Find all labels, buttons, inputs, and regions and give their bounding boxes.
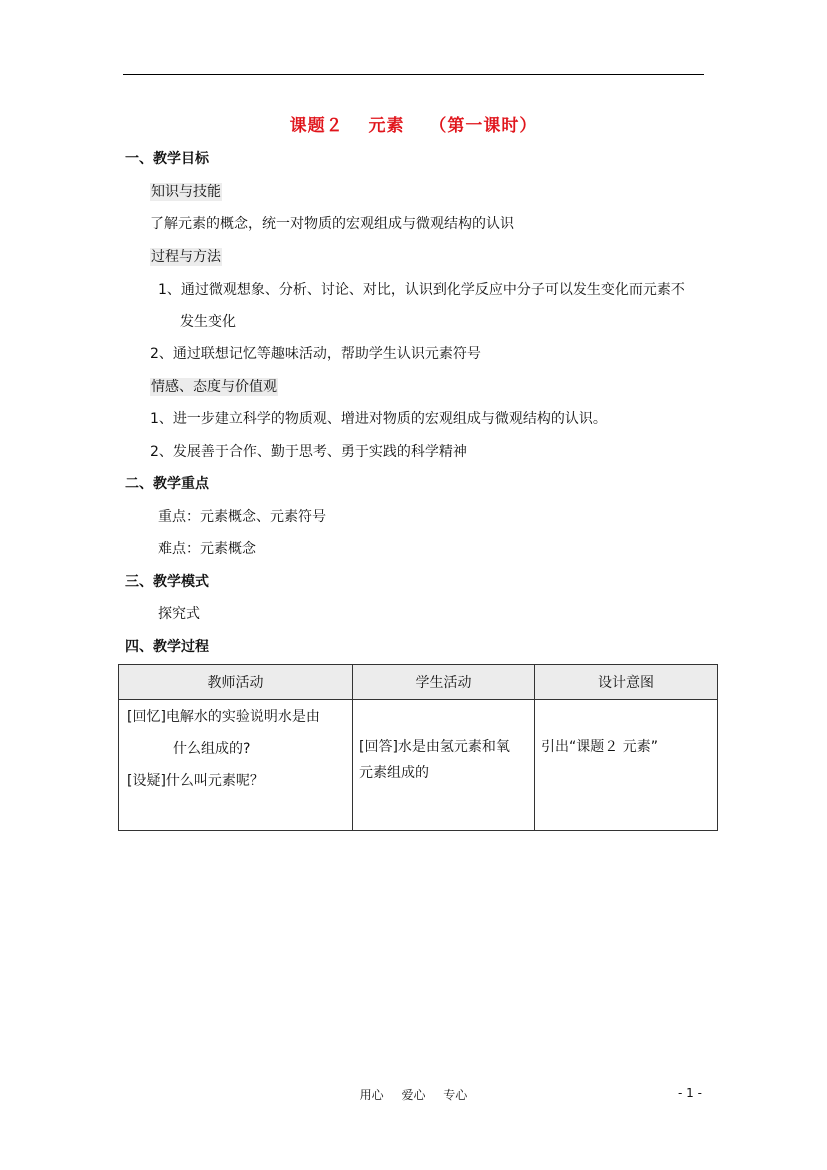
student-activity-line: 元素组成的 xyxy=(359,765,429,781)
table-header-intent: 设计意图 xyxy=(535,665,718,700)
table-row xyxy=(119,700,718,831)
key-point-difficulty: 难点：元素概念 xyxy=(158,541,256,557)
process-item-1-line-2: 发生变化 xyxy=(180,314,236,330)
teacher-activity-cell xyxy=(119,700,353,831)
section-heading-objectives: 一、教学目标 xyxy=(125,151,209,167)
teacher-activity-line: [设疑]什么叫元素呢？ xyxy=(127,773,264,789)
design-intent-line: 引出“课题２ 元素” xyxy=(541,739,658,755)
section-heading-mode: 三、教学模式 xyxy=(125,574,209,590)
design-intent-cell xyxy=(535,700,718,831)
knowledge-text: 了解元素的概念，统一对物质的宏观组成与微观结构的认识 xyxy=(150,216,514,232)
emotion-item-1: 1、进一步建立科学的物质观、增进对物质的宏观组成与微观结构的认识。 xyxy=(150,411,607,427)
student-activity-cell xyxy=(353,700,535,831)
process-item-2: 2、通过联想记忆等趣味活动，帮助学生认识元素符号 xyxy=(150,346,481,362)
page-number: - 1 - xyxy=(678,1086,702,1100)
subheading-emotion: 情感、态度与价值观 xyxy=(151,379,277,395)
table-header-row xyxy=(119,665,718,700)
key-point-focus: 重点：元素概念、元素符号 xyxy=(158,509,326,525)
mode-value: 探究式 xyxy=(158,606,200,622)
teacher-activity-line: 什么组成的? xyxy=(173,741,251,757)
emotion-item-2: 2、发展善于合作、勤于思考、勇于实践的科学精神 xyxy=(150,444,467,460)
footer-motto: 用心 爱心 专心 xyxy=(359,1088,468,1102)
teacher-activity-line: [回忆]电解水的实验说明水是由 xyxy=(127,709,320,725)
process-item-1-line-1: 1、通过微观想象、分析、讨论、对比，认识到化学反应中分子可以发生变化而元素不 xyxy=(158,282,685,298)
section-heading-process: 四、教学过程 xyxy=(125,639,209,655)
section-heading-key-points: 二、教学重点 xyxy=(125,476,209,492)
document-title: 课题２ 元素 （第一课时） xyxy=(289,116,538,136)
student-activity-line: [回答]水是由氢元素和氧 xyxy=(359,739,510,755)
subheading-process: 过程与方法 xyxy=(151,249,221,265)
subheading-knowledge: 知识与技能 xyxy=(151,184,221,200)
header-rule xyxy=(123,74,704,75)
teaching-process-table xyxy=(118,664,718,831)
table-header-student: 学生活动 xyxy=(353,665,535,700)
table-header-teacher: 教师活动 xyxy=(119,665,353,700)
